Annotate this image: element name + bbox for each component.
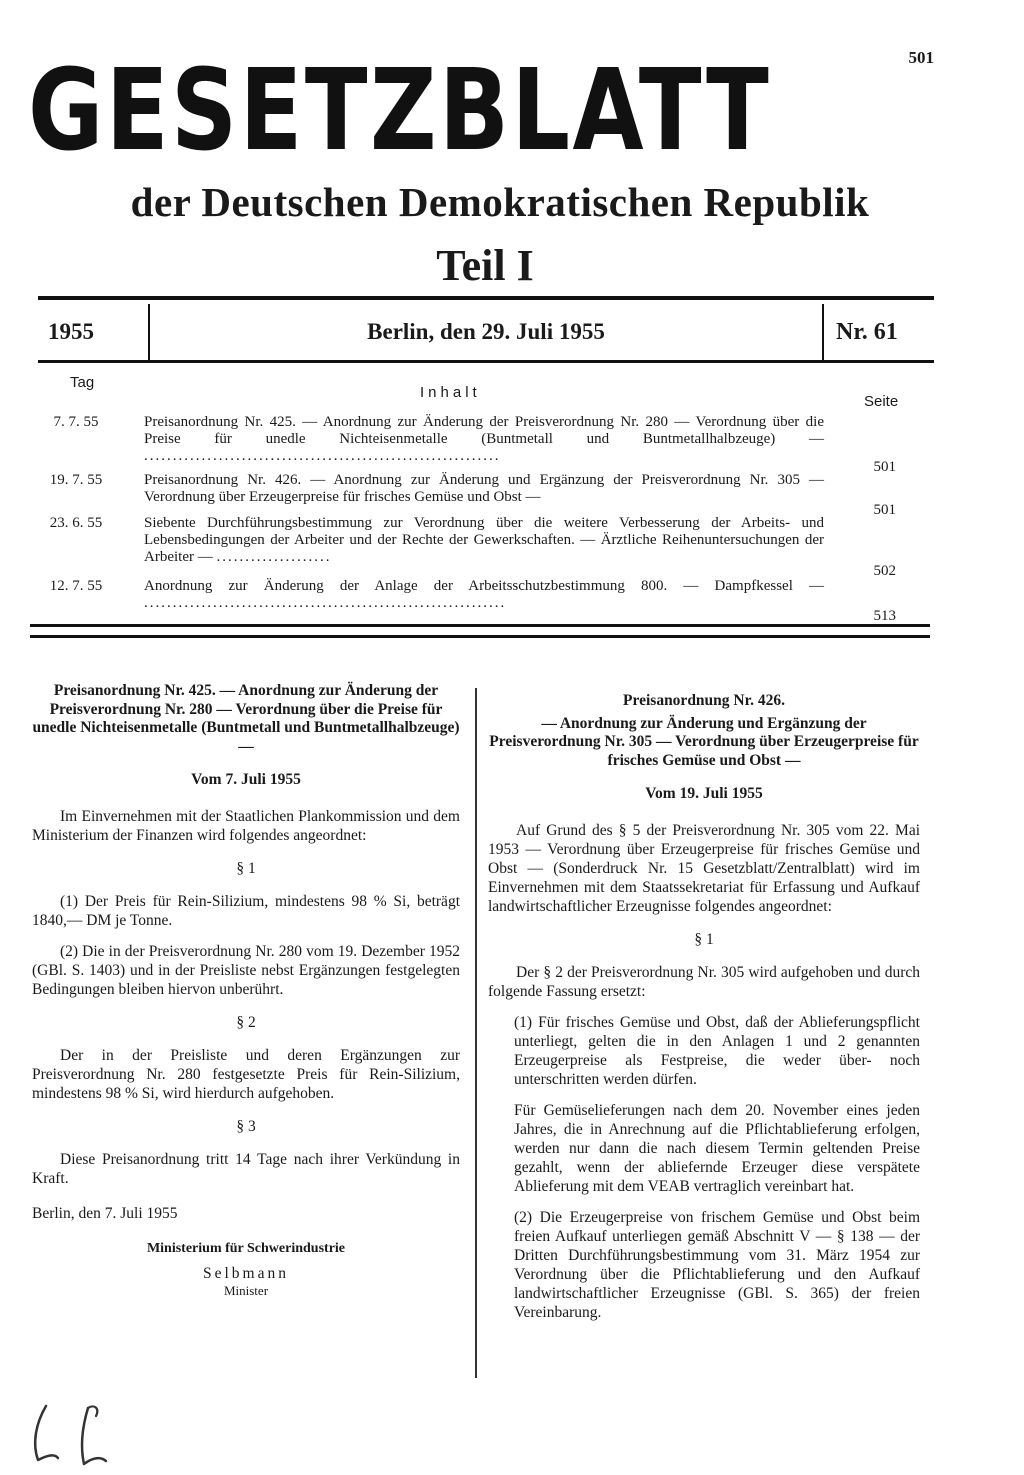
left-article — [32, 682, 460, 1298]
article-paragraph: (1) Für frisches Gemüse und Obst, daß der Ablieferungspflicht unterliegt, gelten die in den Anlagen 1 und 2 genannten Erzeugerpreise als Festpreise, die weder über- noch unterschritten werden dürfen. — [514, 1014, 920, 1088]
article-paragraph: Diese Preisanordnung tritt 14 Tage nach ihrer Verkündung in Kraft. — [32, 1151, 460, 1187]
header-rule — [38, 296, 934, 300]
article-paragraph: Der in der Preisliste und deren Ergänzungen zur Preisverordnung Nr. 280 festgesetzte Preis für Rein-Silizium, mindestens 98 % Si, wird hierdurch aufgehoben. — [32, 1047, 460, 1102]
section-heading: § 2 — [236, 1014, 256, 1031]
handwritten-initials — [26, 1398, 126, 1468]
toc-entry-text: Siebente Durchführungsbestimmung zur Verordnung über die weitere Verbesserung der Arbeits- und Lebensbedingungen der Arbeiter und der Rechte der Gewerkschaften. — Ärztliche Reihenuntersuchungen der Arbeiter — .................... — [144, 515, 824, 565]
toc-entry-page: 502 — [873, 563, 896, 579]
masthead-title: GESETZBLATT — [28, 46, 772, 176]
signer-role: Minister — [223, 1283, 269, 1298]
toc-contents-label: Inhalt — [420, 384, 481, 401]
toc-entry-text: Anordnung zur Änderung der Anlage der Arbeitsschutzbestimmung 800. — Dampfkessel — ............................................................... — [144, 578, 824, 611]
issue-number: Nr. 61 — [822, 304, 934, 360]
article-subtitle: — Anordnung zur Änderung und Ergänzung der Preisverordnung Nr. 305 — Verordnung über Erzeugerpreise für frisches Gemüse und Obst — — [489, 714, 919, 769]
article-paragraph: Im Einvernehmen mit der Staatlichen Plankommission und dem Ministerium der Finanzen wird folgendes angeordnet: — [32, 808, 460, 844]
column-divider — [475, 688, 477, 1378]
masthead-subtitle: der Deutschen Demokratischen Republik — [130, 179, 870, 225]
section-heading: § 1 — [694, 931, 714, 948]
issue-year: 1955 — [38, 304, 150, 360]
toc-entry-date: 7. 7. 55 — [53, 414, 99, 430]
toc-bottom-rule — [30, 624, 930, 638]
toc-entry-text: Preisanordnung Nr. 426. — Anordnung zur Änderung und Ergänzung der Preisverordnung Nr. 305 — Verordnung über Erzeugerpreise für frisches Gemüse und Obst — — [144, 472, 824, 505]
article-paragraph: Der § 2 der Preisverordnung Nr. 305 wird aufgehoben und durch folgende Fassung ersetzt: — [488, 964, 920, 1000]
place-date: Berlin, den 7. Juli 1955 — [32, 1205, 178, 1222]
article-paragraph: (2) Die Erzeugerpreise von frischem Gemüse und Obst beim freien Aufkauf unterliegen gemäß Abschnitt V — § 138 — der Dritten Durchführungsbestimmung vom 31. März 1954 zur Verordnung über die Pflichtablieferung und den Aufkauf landwirtschaftlicher Erzeugnisse (GBl. S. 365) der freien Vereinbarung. — [514, 1209, 920, 1321]
section-heading: § 1 — [236, 860, 256, 877]
article-paragraph: Auf Grund des § 5 der Preisverordnung Nr. 305 vom 22. Mai 1953 — Verordnung über Erzeugerpreise für frisches Gemüse und Obst — (Sonderdruck Nr. 15 Gesetzblatt/Zentralblatt) wird im Einvernehmen mit dem Staatssekretariat für Erfassung und Aufkauf landwirtschaftlicher Erzeugnisse folgendes angeordnet: — [488, 822, 920, 915]
signer-name: Selbmann — [203, 1265, 289, 1282]
issue-bar — [38, 304, 934, 363]
article-paragraph: (1) Der Preis für Rein-Silizium, mindestens 98 % Si, beträgt 1840,— DM je Tonne. — [32, 893, 460, 929]
toc-entry-page: 501 — [873, 459, 896, 475]
toc-day-label: Tag — [70, 374, 95, 391]
toc-entry-date: 23. 6. 55 — [49, 515, 103, 531]
toc-page-label: Seite — [864, 393, 899, 410]
right-article — [488, 692, 920, 1334]
page-number: 501 — [908, 48, 934, 67]
masthead-part: Teil I — [436, 241, 534, 290]
article-paragraph: (2) Die in der Preisverordnung Nr. 280 vom 19. Dezember 1952 (GBl. S. 1403) und in der Preisliste nebst Ergänzungen festgelegten Bedingungen bleiben hiervon unberührt. — [32, 943, 460, 998]
toc-entry-date: 19. 7. 55 — [49, 472, 103, 488]
issue-place-date: Berlin, den 29. Juli 1955 — [367, 319, 605, 344]
article-title: Preisanordnung Nr. 425. — Anordnung zur Änderung der Preisverordnung Nr. 280 — Verordnung über die Preise für unedle Nichteisenmetalle (Buntmetall und Buntmetallhalbzeuge) — — [32, 682, 460, 755]
article-date: Vom 19. Juli 1955 — [645, 785, 763, 802]
section-heading: § 3 — [236, 1118, 256, 1135]
article-date: Vom 7. Juli 1955 — [191, 771, 301, 788]
toc-entry-text: Preisanordnung Nr. 425. — Anordnung zur Änderung der Preisverordnung Nr. 280 — Verordnung über die Preise für unedle Nichteisenmetalle (Buntmetall und Buntmetallhalbzeuge) — .............................................................. — [144, 414, 824, 464]
article-title: Preisanordnung Nr. 426. — [623, 692, 785, 709]
toc-entry-date: 12. 7. 55 — [49, 578, 103, 594]
toc-entry-page: 513 — [873, 608, 896, 624]
ministry-name: Ministerium für Schwerindustrie — [146, 1241, 346, 1256]
toc-entry-page: 501 — [873, 502, 896, 518]
article-paragraph: Für Gemüselieferungen nach dem 20. November eines jeden Jahres, die in Anrechnung auf die Pflichtablieferung erfolgen, werden nur dann die nach diesem Termin geltenden Preise gezahlt, wenn der abliefernde Erzeuger diese verspätete Ablieferung mit dem VEAB vertraglich vereinbart hat. — [514, 1102, 920, 1195]
